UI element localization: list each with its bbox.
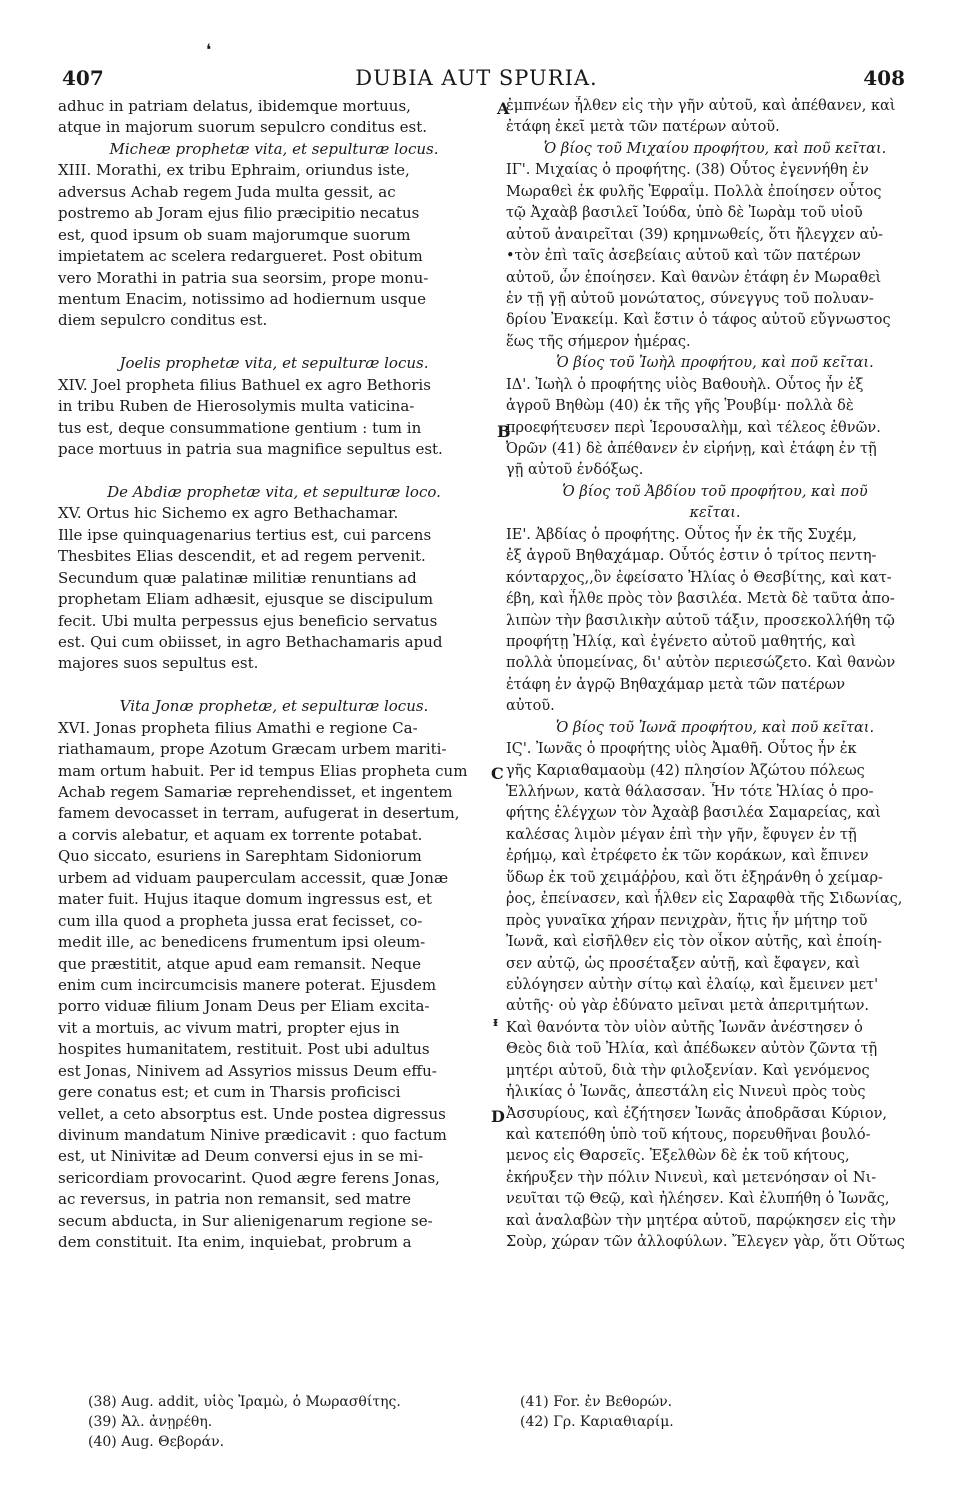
greek-text-line: τῷ Ἀχαὰβ βασιλεῖ Ἰούδα, ὑπὸ δὲ Ἰωρὰμ τοῦ υἱοῦ <box>506 205 863 222</box>
latin-text-line: XIV. Joel propheta filius Bathuel ex agro Bethoris <box>58 375 431 394</box>
greek-text-line: έβη, καὶ ἦλθε πρὸς τὸν βασιλέα. Μετὰ δὲ ταῦτα ἀπο- <box>506 591 895 608</box>
latin-text-line: XVI. Jonas propheta filius Amathi e regione Ca- <box>58 718 418 737</box>
greek-text-line: ΙϚ'. Ἰωνᾶς ὁ προφήτης υἱὸς Ἀμαθῆ. Οὗτος ἦν ἐκ <box>506 741 857 758</box>
greek-text-line: αὐτῆς· οὐ γὰρ ἐδύνατο μεῖναι μετὰ ἀπεριτμήτων. <box>506 998 870 1015</box>
greek-text-line: γῇ αὐτοῦ ἐνδόξως. <box>506 462 644 479</box>
latin-text-line: mentum Enacim, notissimo ad hodiernum usque <box>58 289 426 308</box>
greek-text-line: πρὸς γυναῖκα χήραν πενιχρὰν, ἥτις ἦν μήτηρ τοῦ <box>506 912 868 929</box>
greek-text-line: πολλὰ ὑπομείνας, δι' αὐτὸν περιεσώζετο. Καὶ θανὼν <box>506 655 896 672</box>
greek-text-line: εὐλόγησεν αὐτὴν σίτῳ καὶ ἐλαίῳ, καὶ ἔμεινεν μετ' <box>506 976 879 993</box>
greek-text-line: Ὀρῶν (41) δὲ ἀπέθανεν ἐν εἰρήνῃ, καὶ ἐτάφη ἐν τῇ <box>506 441 877 457</box>
latin-text-line: est Jonas, Ninivem ad Assyrios missus Deum effu- <box>58 1061 437 1080</box>
greek-text-line: αὐτοῦ, ὧν ἐποίησεν. Καὶ θανὼν ἐτάφη ἐν Μωραθεὶ <box>506 269 882 286</box>
footnote: (41) For. ἐν Βεθορών. <box>520 1394 673 1410</box>
latin-text-line: enim cum incircumcisis manere poterat. Ejusdem <box>58 975 437 994</box>
greek-text-line: ὕδωρ ἐκ τοῦ χειμάῤῥου, καὶ ὅτι ἐξηράνθη ὁ χείμαρ- <box>506 869 883 886</box>
greek-text-line: προεφήτευσεν περὶ Ἱερουσαλὴμ, καὶ τέλεος ἐθνῶν. <box>506 419 881 436</box>
latin-text-line: Secundum quæ palatinæ militiæ renuntians ad <box>58 568 417 587</box>
latin-text-line: vellet, a ceto absorptus est. Unde postea digressus <box>58 1104 446 1123</box>
running-title: DUBIA AUT SPURIA. <box>355 66 598 90</box>
footnotes-right <box>520 1392 920 1432</box>
greek-text-line: ἕως τῆς σήμερον ἡμέρας. <box>506 333 691 350</box>
latin-text-line: est. Qui cum obiisset, in agro Bethachamaris apud <box>58 632 443 651</box>
latin-text-line: diem sepulcro conditus est. <box>58 311 268 330</box>
greek-text-line: Μωραθεὶ ἐκ φυλῆς Ἐφραΐμ. Πολλὰ ἐποίησεν οὗτος <box>506 183 882 200</box>
greek-text-line: ἐν τῇ γῇ αὐτοῦ μονώτατος, σύνεγγυς τοῦ πολυαν- <box>506 290 874 307</box>
greek-text-line: ῥος, ἐπείνασεν, καὶ ἦλθεν εἰς Σαραφθὰ τῆς Σιδωνίας, <box>506 891 903 908</box>
latin-text-line: famem devocasset in terram, aufugerat in desertum, <box>58 804 460 823</box>
latin-text-line: sericordiam provocarint. Quod ægre ferens Jonas, <box>58 1168 440 1187</box>
page-number-right: 408 <box>863 66 905 90</box>
greek-text-line: Ἑλλήνων, κατὰ θάλασσαν. Ἦν τότε Ἠλίας ὁ προ- <box>506 784 874 800</box>
footnotes-left <box>88 1392 488 1452</box>
greek-text-line: Θεὸς διὰ τοῦ Ἠλία, καὶ ἀπέδωκεν αὐτὸν ζῶντα τῇ <box>506 1041 878 1058</box>
latin-text-line: est, ut Ninivitæ ad Deum conversi ejus in se mi- <box>58 1147 424 1166</box>
latin-text-line: Vita Jonæ prophetæ, et sepulturæ locus. <box>119 697 429 716</box>
latin-text-line: riathamaum, prope Azotum Græcam urbem mariti- <box>58 740 447 759</box>
latin-text-line: fecit. Ubi multa perpessus ejus beneficio servatus <box>58 611 438 630</box>
greek-text-line: σεν αὐτῷ, ὡς προσέταξεν αὐτῇ, καὶ ἔφαγεν, καὶ <box>506 955 861 972</box>
margin-letter-a: A <box>497 99 510 118</box>
greek-text-line: καὶ κατεπόθη ὑπὸ τοῦ κήτους, πορευθῆναι βουλό- <box>506 1127 871 1143</box>
greek-text-line: Ὁ βίος τοῦ Μιχαίου προφήτου, καὶ ποῦ κεῖται. <box>543 140 887 157</box>
greek-text-line: Ὁ βίος τοῦ Ἰωνᾶ προφήτου, καὶ ποῦ κεῖται. <box>555 719 875 736</box>
greek-text-line: ἡλικίας ὁ Ἰωνᾶς, ἀπεστάλη εἰς Νινευὶ πρὸς τοὺς <box>506 1084 866 1101</box>
greek-text-line: ΙΔ'. Ἰωὴλ ὁ προφήτης υἱὸς Βαθουὴλ. Οὗτος ἦν ἐξ <box>506 376 864 393</box>
latin-column <box>58 96 490 1254</box>
margin-letter-b: B <box>497 422 511 441</box>
latin-text-line: medit ille, ac benedicens frumentum ipsi oleum- <box>58 933 426 952</box>
greek-column <box>506 96 924 1254</box>
latin-text-line: adversus Achab regem Juda multa gessit, ac <box>58 182 396 201</box>
latin-text-line: atque in majorum suorum sepulcro conditus est. <box>58 118 428 137</box>
latin-text-line: prophetam Eliam adhæsit, ejusque se discipulum <box>58 590 434 609</box>
greek-text-line: αὐτοῦ. <box>506 698 555 715</box>
latin-text-line: in tribu Ruben de Hierosolymis multa vaticina- <box>58 397 415 416</box>
greek-text-line: •τὸν ἐπὶ ταῖς ἀσεβείαις αὐτοῦ καὶ τῶν πατέρων <box>506 248 861 265</box>
greek-text-line: δρίου Ἐνακείμ. Καὶ ἔστιν ὁ τάφος αὐτοῦ εὔγνωστος <box>506 312 891 329</box>
ink-blot: ❛ <box>206 40 212 59</box>
footnote: (39) Ἀλ. ἀνῃρέθη. <box>88 1414 213 1430</box>
latin-text-line: vero Morathi in patria sua seorsim, prope monu- <box>58 268 429 287</box>
latin-text-line: Thesbites Elias descendit, et ad regem pervenit. <box>58 547 426 566</box>
greek-text-line: Σοὺρ, χώραν τῶν ἀλλοφύλων. Ἔλεγεν γὰρ, ὅτι Οὕτως <box>506 1234 905 1251</box>
greek-text-line: αὐτοῦ ἀναιρεῖται (39) κρημνωθείς, ὅτι ἤλεγχεν αὐ- <box>506 226 883 243</box>
greek-text-line: ἐτάφη ἐν ἀγρῷ Βηθαχάμαρ μετὰ τῶν πατέρων <box>506 676 846 693</box>
latin-text-line: hospites humanitatem, restituit. Post ubi adultus <box>58 1040 430 1059</box>
latin-text-line: De Abdiæ prophetæ vita, et sepulturæ loco. <box>107 482 441 501</box>
greek-text-line: Καὶ θανόντα τὸν υἱὸν αὐτῆς Ἰωνᾶν ἀνέστησεν ὁ <box>506 1019 863 1036</box>
latin-text-line: gere conatus est; et cum in Tharsis proficisci <box>58 1083 401 1102</box>
margin-letter-d: D <box>491 1107 505 1126</box>
latin-text-line: est, quod ipsum ob suam majorumque suorum <box>58 225 411 244</box>
latin-text-line <box>58 675 490 696</box>
greek-text-line: φήτης ἐλέγχων τὸν Ἀχαὰβ βασιλέα Σαμαρείας, καὶ <box>506 805 881 822</box>
latin-text-line: que præstitit, atque apud eam remansit. Neque <box>58 954 422 973</box>
greek-text-line: ἐτάφη ἐκεῖ μετὰ τῶν πατέρων αὐτοῦ. <box>506 119 780 136</box>
margin-letter-c: C <box>491 764 504 783</box>
latin-text-line: porro viduæ filium Jonam Deus per Eliam excita- <box>58 997 430 1016</box>
latin-text-line: tus est, deque consummatione gentium : tum in <box>58 418 422 437</box>
latin-text-line: divinum mandatum Ninive prædicavit : quo factum <box>58 1126 447 1144</box>
greek-text-line: ἀγροῦ Βηθὼμ (40) ἐκ τῆς γῆς Ῥουβίμ· πολλὰ δὲ <box>506 398 854 415</box>
greek-text-line: κόνταρχος,,ὃν ἐφείσατο Ἠλίας ὁ Θεσβίτης, καὶ κατ- <box>506 569 892 586</box>
footnote: (38) Aug. addit, υἱὸς Ἰραμὼ, ὁ Μωρασθίτης. <box>88 1394 401 1410</box>
latin-text-line: ac reversus, in patria non remansit, sed matre <box>58 1190 411 1209</box>
greek-text-line: Ἀσσυρίους, καὶ ἐζήτησεν Ἰωνᾶς ἀποδρᾶσαι Κύριον, <box>506 1105 888 1122</box>
margin-mark: ᵻ <box>493 1015 498 1030</box>
latin-text-line: XIII. Morathi, ex tribu Ephraim, oriundus iste, <box>58 161 410 180</box>
greek-text-line: λιπὼν τὴν βασιλικὴν αὐτοῦ τάξιν, προσεκολλήθη τῷ <box>506 612 895 629</box>
greek-text-line: καὶ ἀναλαβὼν τὴν μητέρα αὐτοῦ, παρῴκησεν εἰς τὴν <box>506 1212 896 1229</box>
greek-text-line: προφήτῃ Ἠλίᾳ, καὶ ἐγένετο αὐτοῦ μαθητής, καὶ <box>506 633 857 650</box>
greek-text-line: γῆς Καριαθαμαοὺμ (42) πλησίον Ἀζώτου πόλεως <box>506 762 865 779</box>
greek-text-line: ἐρήμῳ, καὶ ἐτρέφετο ἐκ τῶν κοράκων, καὶ ἔπινεν <box>506 848 869 865</box>
greek-text-line: ΙΓ'. Μιχαίας ὁ προφήτης. (38) Οὗτος ἐγεννήθη ἐν <box>506 162 869 179</box>
greek-text-line: καλέσας λιμὸν μέγαν ἐπὶ τὴν γῆν, ἔφυγεν ἐν τῇ <box>506 826 857 843</box>
latin-text-line: impietatem ac scelera redargueret. Post obitum <box>58 247 423 266</box>
greek-text-line: ΙΕ'. Ἀβδίας ὁ προφήτης. Οὗτος ἦν ἐκ τῆς Συχέμ, <box>506 526 857 543</box>
latin-text-line: a corvis alebatur, et aquam ex torrente potabat. <box>58 825 423 844</box>
greek-text-line: Ὁ βίος τοῦ Ἰωὴλ προφήτου, καὶ ποῦ κεῖται. <box>556 355 874 372</box>
latin-text-line: Quo siccato, esuriens in Sarephtam Sidoniorum <box>58 847 422 866</box>
latin-text-line: Ille ipse quinquagenarius tertius est, cui parcens <box>58 525 432 544</box>
greek-text-line: Ἰωνᾶ, καὶ εἰσῆλθεν εἰς τὸν οἶκον αὐτῆς, καὶ ἐποίη- <box>506 934 882 951</box>
latin-text-line: Micheæ prophetæ vita, et sepulturæ locus. <box>109 139 439 158</box>
latin-text-line: vit a mortuis, ac vivum matri, propter ejus in <box>58 1018 400 1037</box>
footnote: (40) Aug. Θεβοράν. <box>88 1434 225 1450</box>
greek-text-line: ἐκήρυξεν τὴν πόλιν Νινευὶ, καὶ μετενόησαν οἱ Νι- <box>506 1169 877 1186</box>
page-number-left: 407 <box>62 66 104 90</box>
latin-text-line <box>58 460 490 481</box>
latin-text-line: mam ortum habuit. Per id tempus Elias propheta cum <box>58 761 468 780</box>
greek-text-line: Ὁ βίος τοῦ Ἀβδίου τοῦ προφήτου, καὶ ποῦ <box>562 483 868 500</box>
latin-text-line: dem constituit. Ita enim, inquiebat, probrum a <box>58 1233 412 1252</box>
greek-text-line: ἐξ ἀγροῦ Βηθαχάμαρ. Οὗτός ἐστιν ὁ τρίτος πεντη- <box>506 548 877 565</box>
greek-text-line: μητέρι αὐτοῦ, διὰ τὴν φιλοξενίαν. Καὶ γενόμενος <box>506 1062 870 1079</box>
latin-text-line: Joelis prophetæ vita, et sepulturæ locus. <box>119 354 429 373</box>
latin-text-line: majores suos sepultus est. <box>58 654 259 673</box>
latin-text-line: cum illa quod a propheta jussa erat fecisset, co- <box>58 911 423 930</box>
latin-text-line: postremo ab Joram ejus filio præcipitio necatus <box>58 204 420 223</box>
greek-text-line: κεῖται. <box>689 505 741 522</box>
footnote: (42) Γρ. Καριαθιαρίμ. <box>520 1414 674 1430</box>
greek-text-line: ἐμπνέων ἦλθεν εἰς τὴν γῆν αὐτοῦ, καὶ ἀπέθανεν, καὶ <box>506 98 896 114</box>
greek-text-line: νευῖται τῷ Θεῷ, καὶ ἠλέησεν. Καὶ ἐλυπήθη ὁ Ἰωνᾶς, <box>506 1191 890 1208</box>
latin-text-line: urbem ad viduam pauperculam accessit, quæ Jonæ <box>58 868 449 887</box>
greek-text-line: μενος εἰς Θαρσεῖς. Ἐξελθὼν δὲ ἐκ τοῦ κήτους, <box>506 1148 850 1165</box>
latin-text-line <box>58 332 490 353</box>
latin-text-line: adhuc in patriam delatus, ibidemque mortuus, <box>58 97 411 115</box>
latin-text-line: Achab regem Samariæ reprehendisset, et ingentem <box>58 783 453 801</box>
latin-text-line: mater fuit. Hujus itaque domum ingressus est, et <box>58 890 432 909</box>
latin-text-line: XV. Ortus hic Sichemo ex agro Bethachamar. <box>58 504 399 523</box>
page-header <box>0 62 953 94</box>
latin-text-line: secum abducta, in Sur alienigenarum regione se- <box>58 1211 433 1230</box>
latin-text-line: pace mortuus in patria sua magnifice sepultus est. <box>58 440 443 458</box>
